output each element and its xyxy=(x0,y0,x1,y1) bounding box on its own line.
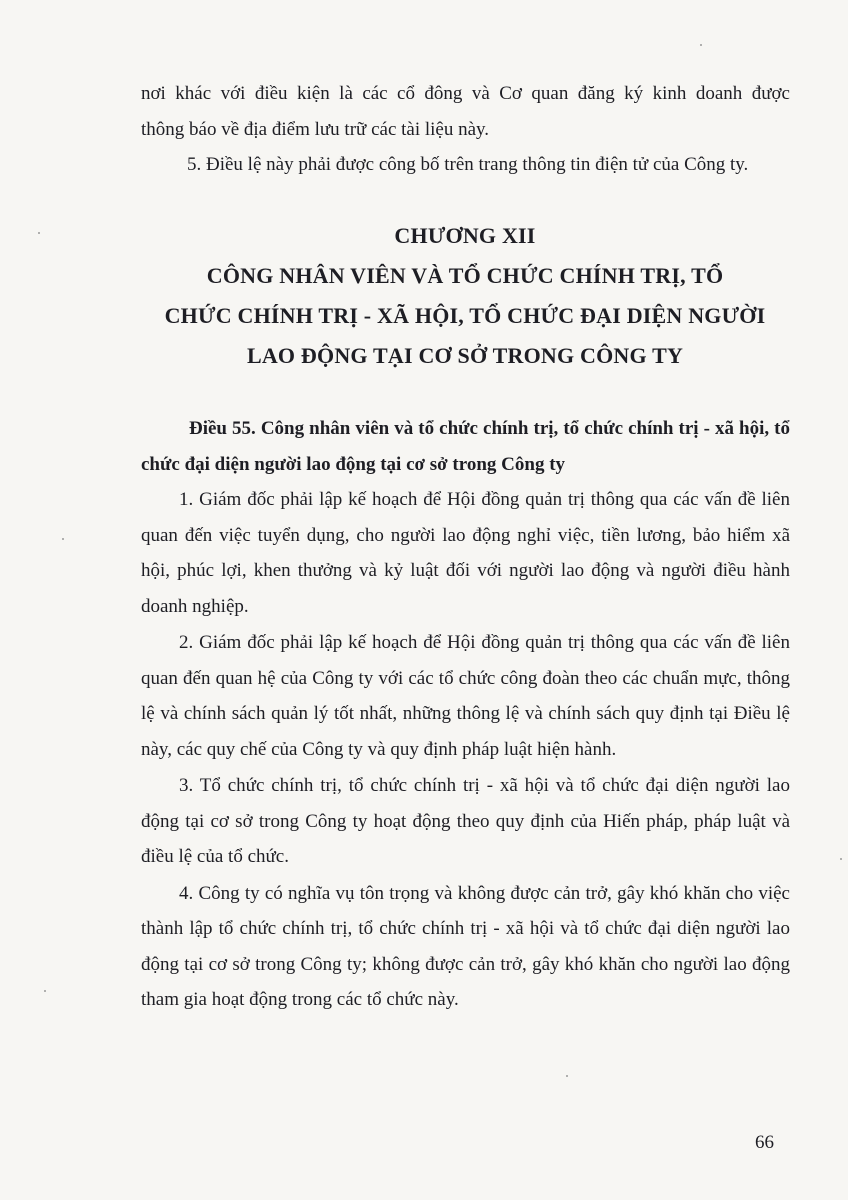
clause-5: 5. Điều lệ này phải được công bố trên trang thông tin điện tử của Công ty. xyxy=(187,154,749,175)
article-heading: Điều 55. Công nhân viên và tổ chức chính trị, tổ chức chính trị - xã hội, tổ chức đại diện người lao động tại cơ sở trong Công ty xyxy=(141,418,790,475)
scan-speck xyxy=(566,1075,568,1077)
article-section xyxy=(141,411,790,1018)
continuation-line-1: nơi khác với điều kiện là các cổ đông và Cơ quan đăng ký kinh doanh được xyxy=(141,83,790,104)
article-item-4: 4. Công ty có nghĩa vụ tôn trọng và không được cản trở, gây khó khăn cho việc thành lập tổ chức chính trị, tổ chức chính trị - xã hội và tổ chức đại diện người lao động tại cơ sở trong Công ty; không được cản trở, gây khó khăn cho người lao động tham gia hoạt động trong các tổ chức này. xyxy=(141,882,790,1010)
chapter-title-line-3: LAO ĐỘNG TẠI CƠ SỞ TRONG CÔNG TY xyxy=(246,343,684,368)
scan-speck xyxy=(62,538,64,540)
continuation-section xyxy=(141,76,790,183)
chapter-number: CHƯƠNG XII xyxy=(394,223,536,248)
article-item-2: 2. Giám đốc phải lập kế hoạch để Hội đồng quản trị thông qua các vấn đề liên quan đến quan hệ của Công ty với các tổ chức công đoàn theo các chuẩn mực, thông lệ và chính sách quản lý tốt nhất, những thông lệ và chính sách quy định tại Điều lệ này, các quy chế của Công ty và quy định pháp luật hiện hành. xyxy=(141,632,790,760)
chapter-title-line-1: CÔNG NHÂN VIÊN VÀ TỔ CHỨC CHÍNH TRỊ, TỔ xyxy=(206,263,724,288)
scan-speck xyxy=(38,232,40,234)
page-number: 66 xyxy=(755,1132,774,1153)
chapter-heading xyxy=(110,216,820,376)
scan-speck xyxy=(700,44,702,46)
scan-speck xyxy=(840,858,842,860)
scan-speck xyxy=(44,990,46,992)
article-item-1: 1. Giám đốc phải lập kế hoạch để Hội đồng quản trị thông qua các vấn đề liên quan đến việc tuyển dụng, cho người lao động nghỉ việc, tiền lương, bảo hiểm xã hội, phúc lợi, khen thưởng và kỷ luật đối với người lao động và người điều hành doanh nghiệp. xyxy=(141,489,790,617)
chapter-title-line-2: CHỨC CHÍNH TRỊ - XÃ HỘI, TỔ CHỨC ĐẠI DIỆN NGƯỜI xyxy=(164,303,766,328)
article-item-3: 3. Tổ chức chính trị, tổ chức chính trị - xã hội và tổ chức đại diện người lao động tại cơ sở trong Công ty hoạt động theo quy định của Hiến pháp, pháp luật và điều lệ của tổ chức. xyxy=(141,775,790,867)
continuation-line-2: thông báo về địa điểm lưu trữ các tài liệu này. xyxy=(141,118,490,140)
